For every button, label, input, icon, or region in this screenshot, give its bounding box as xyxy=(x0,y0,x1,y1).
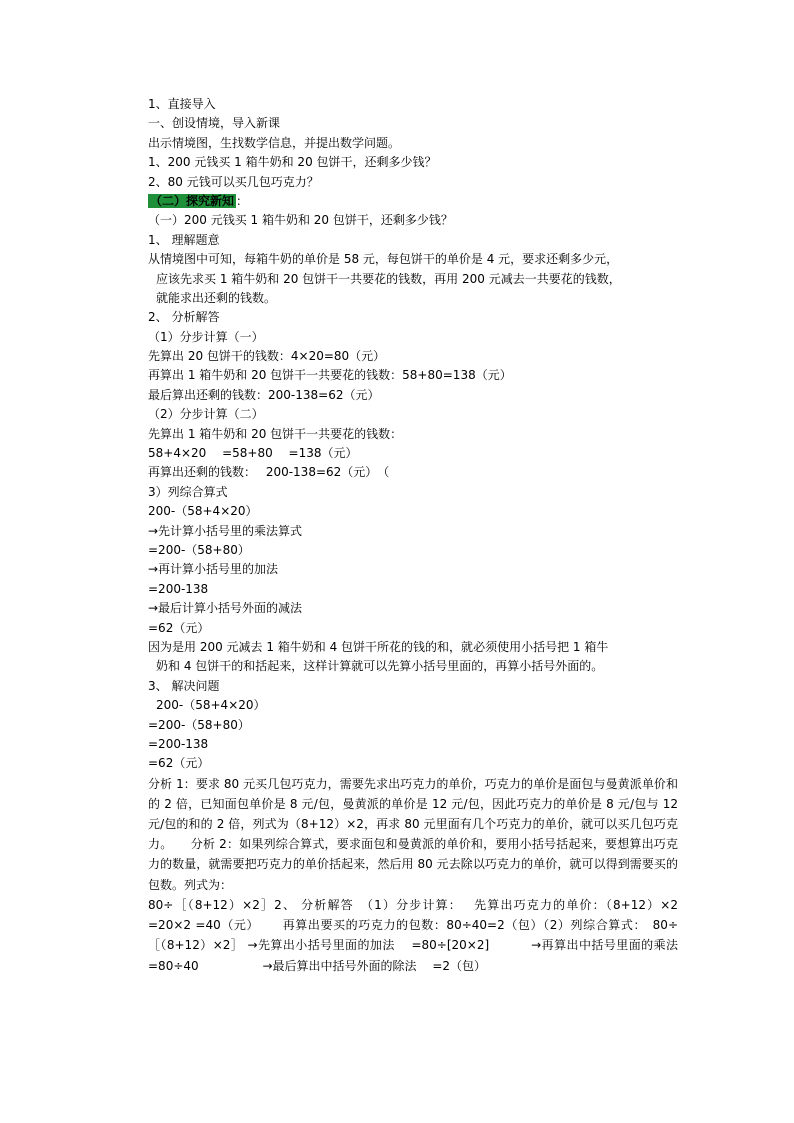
text-line: 出示情境图，生找数学信息，并提出数学问题。 xyxy=(148,135,401,150)
calc-line: 58+4×20 =58+80 =138（元） xyxy=(148,446,358,461)
formula-line: =200-138 xyxy=(148,736,209,751)
section-heading: 1、直接导入 xyxy=(148,97,216,111)
formula-line: =200-（58+80） xyxy=(148,542,250,557)
calc-line: 再算出 1 箱牛奶和 20 包饼干一共要花的钱数：58+80=138（元） xyxy=(148,368,512,383)
highlighted-heading: （二）探究新知 xyxy=(150,193,235,208)
formula-note: →再计算小括号里的加法 xyxy=(148,562,279,577)
formula-line: =200-（58+80） xyxy=(148,717,250,732)
question-line: 2、80 元钱可以买几包巧克力？ xyxy=(148,174,319,189)
sub-heading: （2）分步计算（二） xyxy=(148,407,264,422)
formula-line: =62（元） xyxy=(148,756,210,771)
heading-colon: ： xyxy=(236,193,249,208)
sub-heading: 3）列综合算式 xyxy=(148,484,228,499)
paragraph-line: 从情境图中可知，每箱牛奶的单价是 58 元，每包饼干的单价是 4 元，要求还剩多少元， xyxy=(148,252,619,267)
step-heading: 3、 解决问题 xyxy=(148,678,220,693)
question-line: 1、200 元钱买 1 箱牛奶和 20 包饼干，还剩多少钱？ xyxy=(148,155,437,170)
analysis-paragraph: 分析 1：要求 80 元买几包巧克力，需要先求出巧克力的单价，巧克力的单价是面包与曼黄派单价和的 2 倍，已知面包单价是 8 元/包，曼黄派的单价是 12 元/包，因此巧克力的单价是 8 元/包与 12 元/包的和的 2 倍，列式为（8+12）×2，再求 80 元里面有几个巧克力的单价，就可以买几包巧克力。 分析 2：如果列综合算式，要求面包和曼黄派的单价和，要用小括号括起来，要想算出巧克力的数量，就需要把巧克力的单价括起来，然后用 80 元去除以巧克力的单价，就可以得到需要买的包数。列式为： xyxy=(148,776,678,892)
formula-note: →最后计算小括号外面的减法 xyxy=(148,601,303,616)
section-heading: 一、创设情境，导入新课 xyxy=(148,116,281,131)
formula-line: =200-138 xyxy=(148,581,209,596)
step-heading: 1、 理解题意 xyxy=(148,232,220,247)
calc-line: 先算出 20 包饼干的钱数：4×20=80（元） xyxy=(148,349,386,364)
formula-line: 200-（58+4×20） xyxy=(148,504,258,519)
formula-line: 200-（58+4×20） xyxy=(156,698,266,713)
calc-line: 先算出 1 箱牛奶和 20 包饼干一共要花的钱数： xyxy=(148,426,403,441)
calc-line: 最后算出还剩的钱数：200-138=62（元） xyxy=(148,387,380,402)
question-line: （一）200 元钱买 1 箱牛奶和 20 包饼干，还剩多少钱？ xyxy=(148,213,453,228)
paragraph-line: 应该先求买 1 箱牛奶和 20 包饼干一共要花的钱数，再用 200 元减去一共要花的钱数， xyxy=(156,271,621,286)
solution-paragraph: 80÷［（8+12）×2］2、 分析解答 （1）分步计算： 先算出巧克力的单价：（8+12）×2 =20×2 =40（元） 再算出要买的巧克力的包数：80÷40=2（包）（2）列综合算式： 80÷［（8+12）×2］ →先算出小括号里面的加法 =80÷[20×2] →再算出中括号里面的乘法 =80÷40 →最后算出中括号外面的除法 =2（包） xyxy=(148,897,694,973)
formula-note: →先计算小括号里的乘法算式 xyxy=(148,523,303,538)
paragraph-line: 因为是用 200 元减去 1 箱牛奶和 4 包饼干所花的钱的和，就必须使用小括号把 1 箱牛 xyxy=(148,639,609,654)
sub-heading: （1）分步计算（一） xyxy=(148,329,264,344)
paragraph-line: 就能求出还剩的钱数。 xyxy=(156,290,277,305)
formula-line: =62（元） xyxy=(148,620,210,635)
calc-line: 再算出还剩的钱数： 200-138=62（元） （ xyxy=(148,465,390,480)
step-heading: 2、 分析解答 xyxy=(148,310,220,325)
paragraph-line: 奶和 4 包饼干的和括起来，这样计算就可以先算小括号里面的，再算小括号外面的。 xyxy=(156,659,604,674)
highlighted-heading-line xyxy=(148,192,678,211)
document-body xyxy=(148,95,694,976)
